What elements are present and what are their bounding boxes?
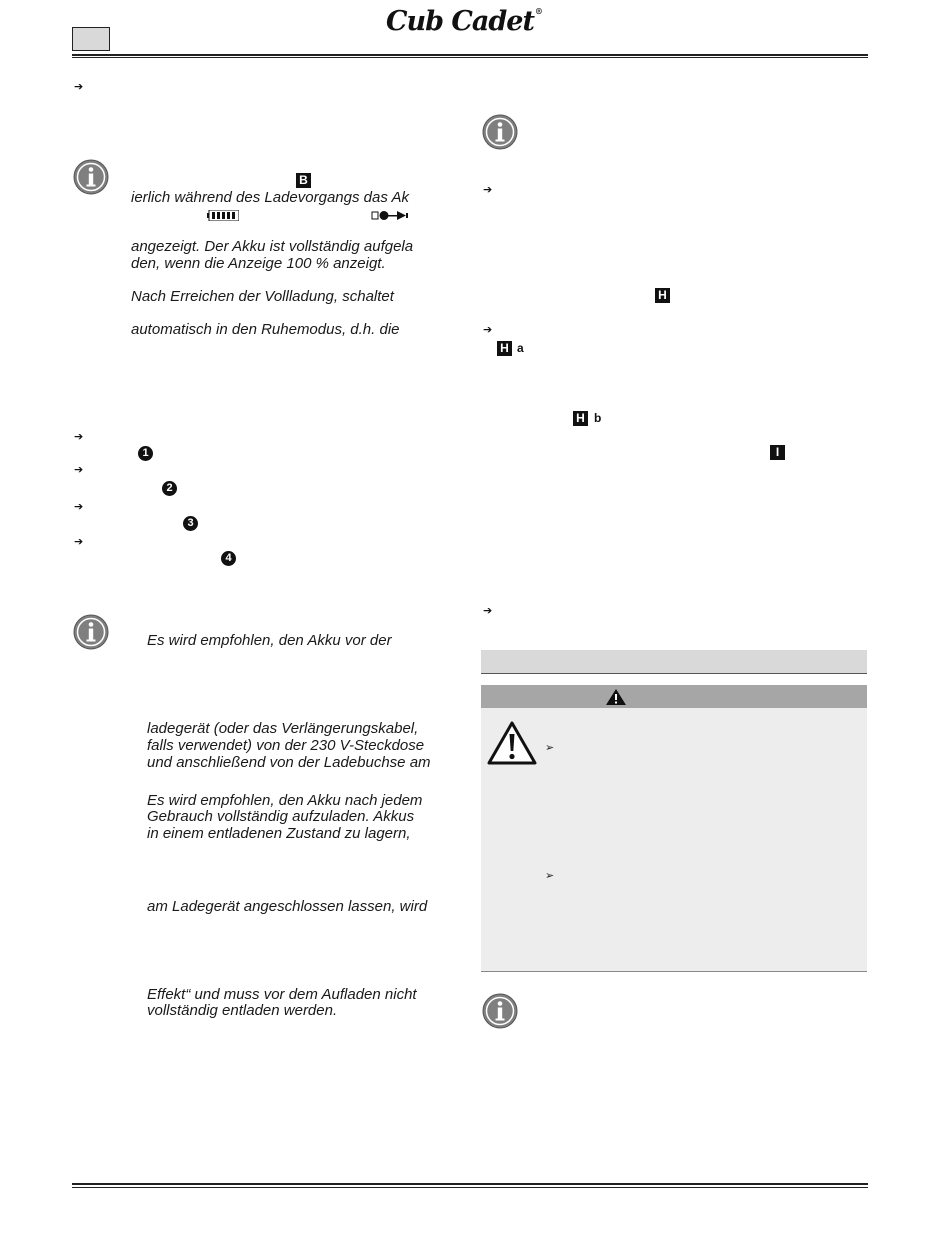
note-text-line: ladegerät (oder das Verlängerungskabel,: [147, 720, 419, 737]
figure-ref-sublabel: b: [594, 411, 602, 425]
arrow-icon: ➔: [74, 431, 84, 443]
warning-header: [481, 685, 867, 708]
brand-logo: [386, 6, 556, 36]
figure-ref-badge-h: H: [573, 411, 588, 426]
figure-ref-sublabel: a: [517, 341, 524, 355]
header-rule-thin: [72, 57, 868, 58]
arrow-icon: ➔: [74, 501, 84, 513]
warning-triangle-icon: [605, 688, 627, 706]
battery-level-icon: [207, 210, 239, 221]
note-text-line: in einem entladenen Zustand zu lagern,: [147, 825, 411, 842]
info-icon: [73, 159, 109, 195]
note-text-line: falls verwendet) von der 230 V-Steckdose: [147, 737, 425, 754]
note-text-line: Effekt“ und muss vor dem Aufladen nicht: [147, 986, 417, 1003]
warning-bullet-icon: ➢: [545, 742, 555, 754]
page-number-box: [72, 27, 110, 51]
note-text-line: Gebrauch vollständig aufzuladen. Akkus: [147, 808, 415, 825]
arrow-icon: ➔: [74, 464, 84, 476]
warning-large-icon: [486, 720, 538, 766]
registered-mark: ®: [534, 6, 542, 16]
warning-box: [481, 708, 867, 972]
figure-ref-badge-b: B: [296, 173, 311, 188]
section-heading-bar: [481, 650, 867, 673]
arrow-icon: ➔: [483, 184, 493, 196]
figure-ref-badge-h: H: [497, 341, 512, 356]
brand-name: Cub Cadet: [386, 6, 534, 37]
note-text-line: ierlich während des Ladevorgangs das Ak: [131, 189, 409, 206]
footer-rule-thin: [72, 1187, 868, 1188]
note-text-line: Nach Erreichen der Vollladung, schaltet: [131, 288, 394, 305]
note-text-line: und anschließend von der Ladebuchse am: [147, 754, 431, 771]
note-text-line: am Ladegerät angeschlossen lassen, wird: [147, 898, 428, 915]
arrow-icon: ➔: [74, 81, 84, 93]
arrow-icon: ➔: [74, 536, 84, 548]
figure-ref-badge-i: I: [770, 445, 785, 460]
info-icon: [482, 114, 518, 150]
step-number-1: 1: [138, 446, 153, 461]
note-text-line: automatisch in den Ruhemodus, d.h. die: [131, 321, 400, 338]
warning-bullet-icon: ➢: [545, 870, 555, 882]
arrow-icon: ➔: [483, 324, 493, 336]
step-number-4: 4: [221, 551, 236, 566]
info-icon: [73, 614, 109, 650]
note-text-line: Es wird empfohlen, den Akku nach jedem: [147, 792, 423, 809]
step-number-3: 3: [183, 516, 198, 531]
figure-ref-badge-h: H: [655, 288, 670, 303]
section-heading-rule: [481, 673, 867, 674]
footer-rule: [72, 1183, 868, 1185]
info-icon: [482, 993, 518, 1029]
charger-plug-icon: [371, 210, 409, 221]
note-text-line: Es wird empfohlen, den Akku vor der: [147, 632, 392, 649]
note-text-line: den, wenn die Anzeige 100 % anzeigt.: [131, 255, 386, 272]
arrow-icon: ➔: [483, 605, 493, 617]
step-number-2: 2: [162, 481, 177, 496]
note-text-line: angezeigt. Der Akku ist vollständig aufgela: [131, 238, 414, 255]
header-rule: [72, 54, 868, 56]
note-text-line: vollständig entladen werden.: [147, 1002, 338, 1019]
